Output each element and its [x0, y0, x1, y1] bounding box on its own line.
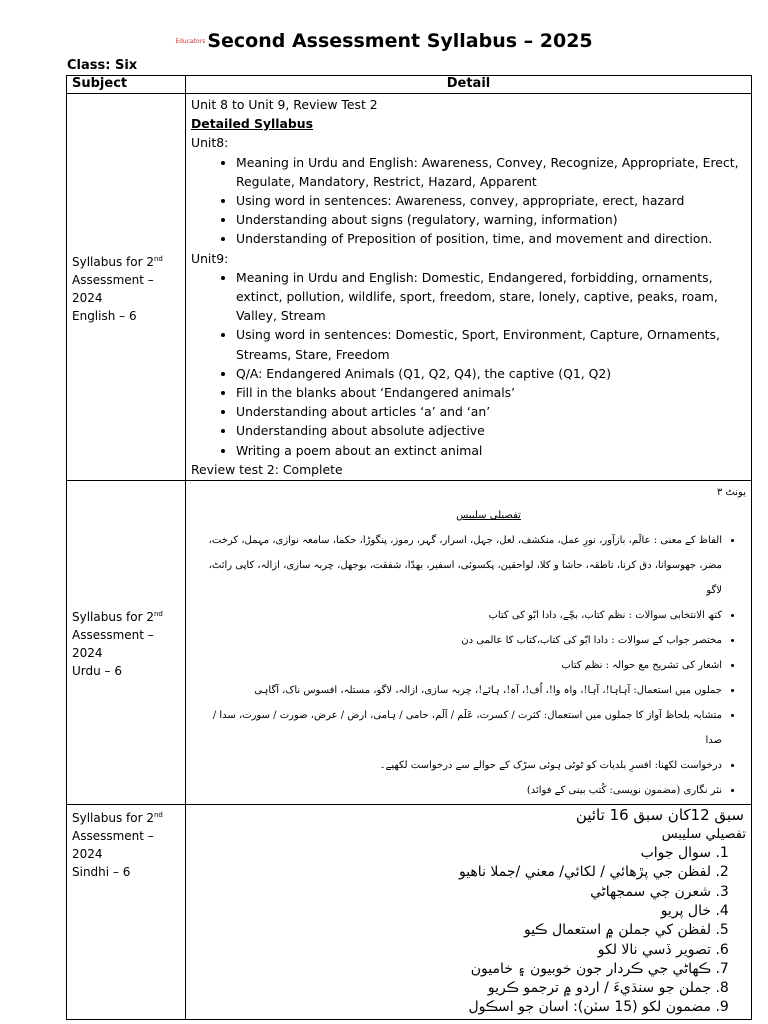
list-item: • Writing a poem about an extinct animal — [236, 441, 746, 460]
list-item: • متشابہ بلحاظ آواز کا جملوں میں استعمال: کثرت / کسرت، عَلَم / اَلَم، حامی / ہامی، ارض / عرض، صورت / سورت، سدا / صدا — [201, 703, 722, 753]
list-item: • مختصر جواب کے سوالات : دادا ابّو کی کتاب،کتاب کا عالمی دن — [201, 628, 722, 653]
table-row-english — [67, 94, 752, 481]
list-item: • الفاظ کے معنی : عالَم، بازآور، نورِ عمل، منکشف، لعل، جہل، اسرار، گہر، رموز، پنگوڑا، حکما، سامعہ نوازی، مہمل، کرخت، مضر، جھوسوانا، دق کرنا، ناطقہ، حاشا و کلا، لواحقین، پکسوئی، اسفیر، بھدّا، شفقت، بوجھل، چربہ سازی، ازالہ، کاپی رائٹ، لاگو — [201, 528, 722, 603]
unit9-list — [191, 268, 746, 460]
col-detail-header: Detail — [186, 76, 752, 94]
table-header-row — [67, 76, 752, 94]
unit9-label: Unit9: — [191, 250, 229, 266]
detail-cell-urdu — [186, 481, 752, 805]
urdu-list — [191, 528, 746, 803]
unit8-label: Unit8: — [191, 135, 229, 151]
subject-cell-english: Syllabus for 2nd Assessment – 2024 English – 6 — [67, 94, 186, 481]
sindhi-detailed-heading: تفصيلي سليبس — [661, 827, 746, 843]
list-item: • Meaning in Urdu and English: Awareness, Convey, Recognize, Appropriate, Erect, Regulate, Mandatory, Restrict, Hazard, Apparent — [236, 153, 746, 191]
list-item: • Meaning in Urdu and English: Domestic, Endangered, forbidding, ornaments, extinct, pollution, wildlife, sport, freedom, stare, lonely, captive, peaks, roam, Valley, Stream — [236, 268, 746, 326]
list-item: • Using word in sentences: Awareness, convey, appropriate, erect, hazard — [236, 191, 746, 210]
list-item: • Understanding about absolute adjective — [236, 421, 746, 440]
list-item: 5. لفظن کي جملن ۾ استعمال ڪيو — [191, 921, 711, 940]
list-item: • Understanding about articles ‘a’ and ‘an’ — [236, 402, 746, 421]
list-item: • اشعار کی تشریح مع حوالہ : نظم کتاب — [201, 653, 722, 678]
list-item: 8. جملن جو سنڌيءَ / اردو ۾ ترجمو ڪريو — [191, 979, 711, 998]
list-item: 4. خال پريو — [191, 902, 711, 921]
syllabus-table — [66, 75, 752, 1020]
unit8-list — [191, 153, 746, 249]
list-item: 9. مضمون لکو (15 سٽن): اسان جو اسڪول — [191, 998, 711, 1017]
logo: Educators — [175, 38, 206, 45]
detail-cell-sindhi — [186, 805, 752, 1020]
list-item: • کتھ الانتخابی سوالات : نظم کتاب، بچّے، دادا ابّو کی کتاب — [201, 603, 722, 628]
list-item: • درخواست لکھنا: افسرِ بلدیات کو ٹوٹی ہوئی سڑک کے حوالے سے درخواست لکھیے۔ — [201, 753, 722, 778]
list-item: • Fill in the blanks about ‘Endangered animals’ — [236, 383, 746, 402]
subject-cell-sindhi: Syllabus for 2nd Assessment – 2024 Sindhi – 6 — [67, 805, 186, 1020]
list-item: 7. ڪهاڻي جي ڪردار جون خوبيون ۽ خاميون — [191, 960, 711, 979]
list-item: • جملوں میں استعمال: آہاہا!، آہا!، واہ وا!، اُف!، آہ!، ہائے!، چربہ سازی، ازالہ، لاگو، مستلہ، افسوس ناک، آگاہی — [201, 678, 722, 703]
urdu-detailed-heading: تفصیلی سلیبس — [456, 510, 521, 522]
review-test: Review test 2: Complete — [191, 461, 343, 477]
list-item: • Q/A: Endangered Animals (Q1, Q2, Q4), the captive (Q1, Q2) — [236, 364, 746, 383]
table-row-sindhi — [67, 805, 752, 1020]
list-item: 6. تصوير ڏسي نالا لکو — [191, 941, 711, 960]
english-detailed-heading: Detailed Syllabus — [191, 116, 313, 132]
col-subject-header: Subject — [67, 76, 186, 94]
urdu-unit: یونٹ ۳ — [716, 487, 746, 499]
detail-cell-english — [186, 94, 752, 481]
list-item: 2. لفظن جي پڙهائي / لکائي/ معني /جملا ناهيو — [191, 863, 711, 882]
table-row-urdu — [67, 481, 752, 805]
list-item: • Understanding about signs (regulatory, warning, information) — [236, 210, 746, 229]
list-item: • Understanding of Preposition of position, time, and movement and direction. — [236, 229, 746, 248]
list-item: 3. شعرن جي سمجهاڻي — [191, 883, 711, 902]
list-item: • نثر نگاری (مضمون نویسی: کُتب بینی کے فوائد) — [201, 778, 722, 803]
sindhi-list — [191, 844, 746, 1018]
class-label: Class: Six — [67, 58, 138, 73]
list-item: • Using word in sentences: Domestic, Sport, Environment, Capture, Ornaments, Streams, Stare, Freedom — [236, 325, 746, 363]
english-intro: Unit 8 to Unit 9, Review Test 2 — [191, 97, 378, 112]
list-item: 1. سوال جواب — [191, 844, 711, 863]
subject-cell-urdu: Syllabus for 2nd Assessment – 2024 Urdu – 6 — [67, 481, 186, 805]
page-title — [0, 30, 768, 52]
title-text: Second Assessment Syllabus – 2025 — [207, 30, 593, 52]
sindhi-heading: سبق 12کان سبق 16 تائين — [575, 806, 744, 825]
